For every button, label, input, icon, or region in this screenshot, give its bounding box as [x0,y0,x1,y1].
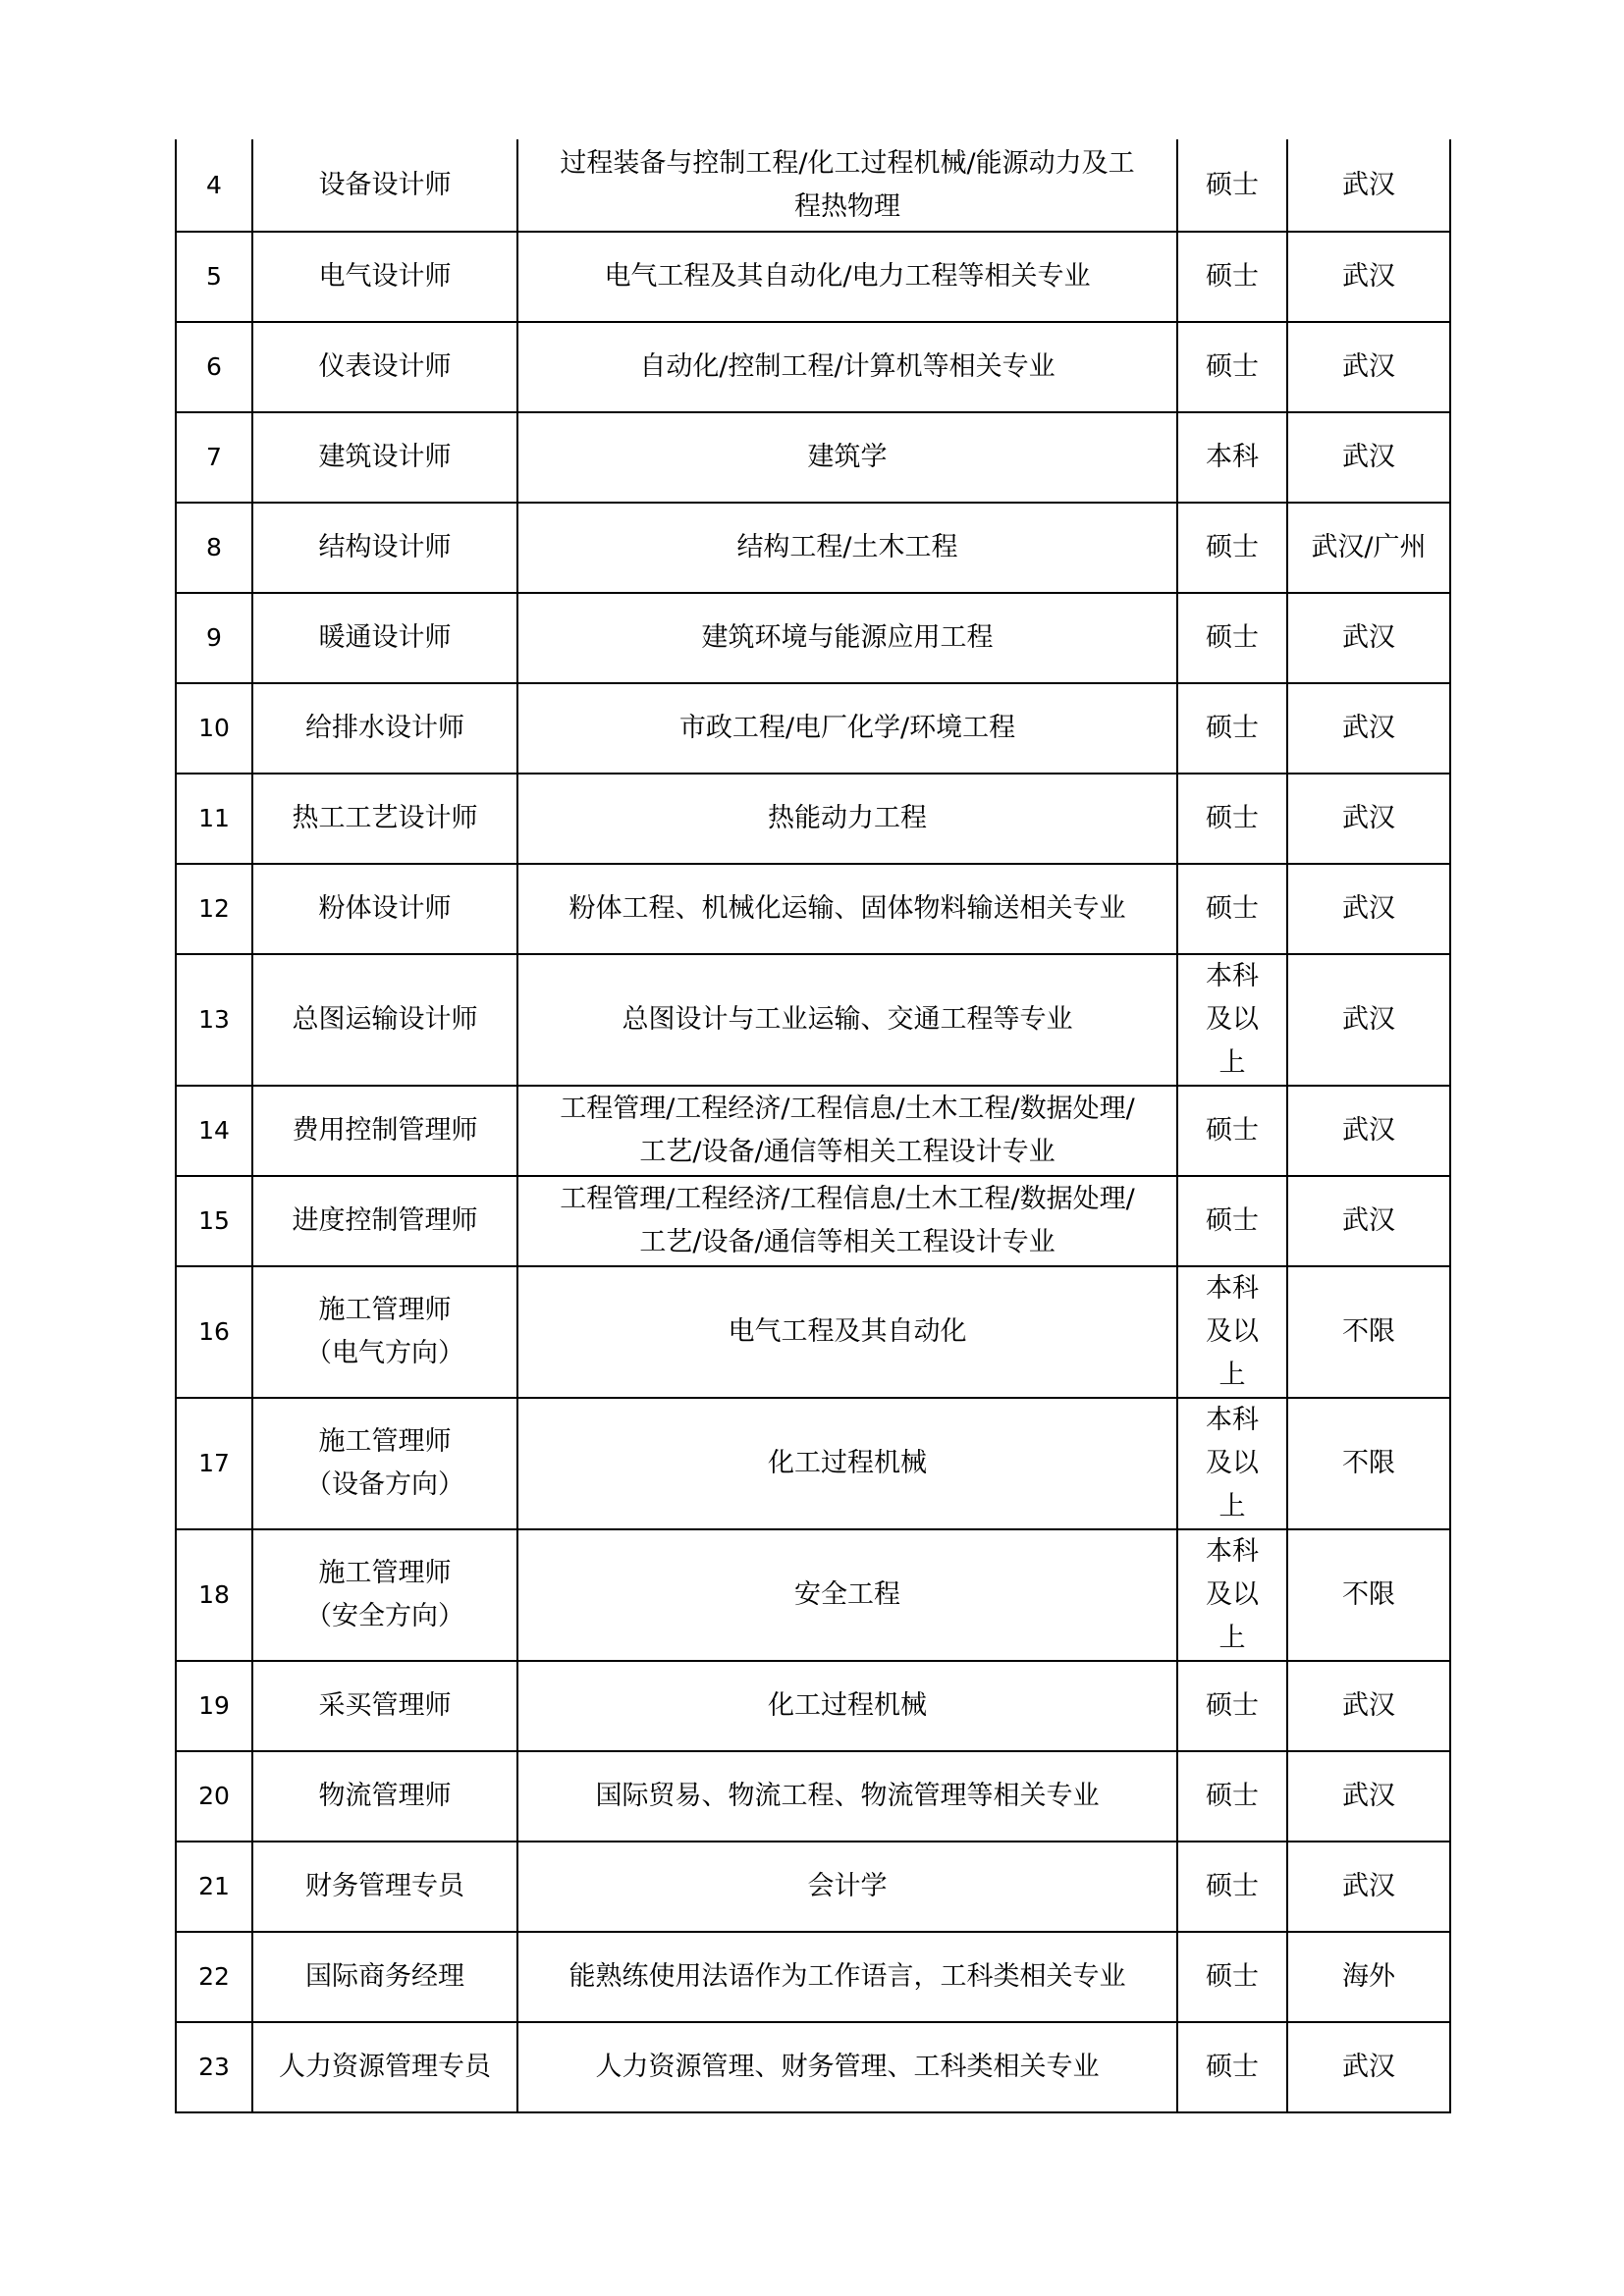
major-cell: 人力资源管理、财务管理、工科类相关专业 [517,2022,1177,2112]
major-cell: 工程管理/工程经济/工程信息/土木工程/数据处理/ 工艺/设备/通信等相关工程设计专业 [517,1086,1177,1176]
education-cell: 硕士 [1177,1086,1287,1176]
major-cell: 化工过程机械 [517,1398,1177,1529]
row-number-cell: 12 [176,864,252,954]
location-cell: 武汉 [1287,322,1450,412]
location-cell: 不限 [1287,1529,1450,1661]
table-row [176,1266,1450,1398]
location-cell: 武汉 [1287,683,1450,774]
education-cell: 硕士 [1177,503,1287,593]
row-number-cell: 6 [176,322,252,412]
position-cell: 采买管理师 [252,1661,517,1751]
row-number-cell: 11 [176,774,252,864]
position-cell: 施工管理师 （安全方向） [252,1529,517,1661]
position-cell: 暖通设计师 [252,593,517,683]
location-cell: 武汉 [1287,1661,1450,1751]
major-cell: 国际贸易、物流工程、物流管理等相关专业 [517,1751,1177,1842]
table-row [176,503,1450,593]
row-number-cell: 17 [176,1398,252,1529]
location-cell: 武汉 [1287,774,1450,864]
location-cell: 不限 [1287,1266,1450,1398]
major-cell: 能熟练使用法语作为工作语言，工科类相关专业 [517,1932,1177,2022]
education-cell: 本科 及以 上 [1177,1266,1287,1398]
table-row [176,1932,1450,2022]
location-cell: 武汉 [1287,1751,1450,1842]
table-row [176,232,1450,322]
major-cell: 粉体工程、机械化运输、固体物料输送相关专业 [517,864,1177,954]
education-cell: 硕士 [1177,322,1287,412]
row-number-cell: 16 [176,1266,252,1398]
table-row [176,1661,1450,1751]
position-cell: 电气设计师 [252,232,517,322]
major-cell: 化工过程机械 [517,1661,1177,1751]
major-cell: 市政工程/电厂化学/环境工程 [517,683,1177,774]
major-cell: 结构工程/土木工程 [517,503,1177,593]
major-cell: 总图设计与工业运输、交通工程等专业 [517,954,1177,1086]
education-cell: 硕士 [1177,1932,1287,2022]
location-cell: 海外 [1287,1932,1450,2022]
education-cell: 本科 及以 上 [1177,954,1287,1086]
row-number-cell: 20 [176,1751,252,1842]
major-cell: 建筑环境与能源应用工程 [517,593,1177,683]
education-cell: 硕士 [1177,232,1287,322]
table-row [176,139,1450,232]
table-body [176,139,1450,2112]
education-cell: 硕士 [1177,1751,1287,1842]
position-cell: 建筑设计师 [252,412,517,503]
table-row [176,2022,1450,2112]
education-cell: 本科 及以 上 [1177,1398,1287,1529]
recruitment-table [175,139,1451,2113]
major-cell: 安全工程 [517,1529,1177,1661]
major-cell: 自动化/控制工程/计算机等相关专业 [517,322,1177,412]
location-cell: 武汉 [1287,2022,1450,2112]
location-cell: 武汉/广州 [1287,503,1450,593]
position-cell: 人力资源管理专员 [252,2022,517,2112]
education-cell: 硕士 [1177,1661,1287,1751]
table-row [176,1842,1450,1932]
education-cell: 硕士 [1177,864,1287,954]
location-cell: 武汉 [1287,139,1450,232]
table-row [176,1398,1450,1529]
major-cell: 电气工程及其自动化 [517,1266,1177,1398]
position-cell: 施工管理师 （电气方向） [252,1266,517,1398]
row-number-cell: 23 [176,2022,252,2112]
row-number-cell: 14 [176,1086,252,1176]
education-cell: 本科 [1177,412,1287,503]
education-cell: 硕士 [1177,593,1287,683]
position-cell: 财务管理专员 [252,1842,517,1932]
education-cell: 硕士 [1177,683,1287,774]
major-cell: 过程装备与控制工程/化工过程机械/能源动力及工 程热物理 [517,139,1177,232]
table-row [176,322,1450,412]
position-cell: 结构设计师 [252,503,517,593]
row-number-cell: 5 [176,232,252,322]
location-cell: 武汉 [1287,412,1450,503]
location-cell: 武汉 [1287,1086,1450,1176]
education-cell: 硕士 [1177,1842,1287,1932]
row-number-cell: 4 [176,139,252,232]
position-cell: 粉体设计师 [252,864,517,954]
table-row [176,864,1450,954]
table-row [176,1751,1450,1842]
major-cell: 工程管理/工程经济/工程信息/土木工程/数据处理/ 工艺/设备/通信等相关工程设计专业 [517,1176,1177,1266]
location-cell: 武汉 [1287,1176,1450,1266]
table-row [176,954,1450,1086]
row-number-cell: 19 [176,1661,252,1751]
position-cell: 施工管理师 （设备方向） [252,1398,517,1529]
row-number-cell: 10 [176,683,252,774]
table-row [176,412,1450,503]
major-cell: 会计学 [517,1842,1177,1932]
major-cell: 建筑学 [517,412,1177,503]
row-number-cell: 9 [176,593,252,683]
education-cell: 硕士 [1177,2022,1287,2112]
education-cell: 本科 及以 上 [1177,1529,1287,1661]
position-cell: 国际商务经理 [252,1932,517,2022]
position-cell: 物流管理师 [252,1751,517,1842]
location-cell: 武汉 [1287,232,1450,322]
row-number-cell: 13 [176,954,252,1086]
education-cell: 硕士 [1177,774,1287,864]
location-cell: 武汉 [1287,864,1450,954]
row-number-cell: 8 [176,503,252,593]
row-number-cell: 7 [176,412,252,503]
position-cell: 总图运输设计师 [252,954,517,1086]
row-number-cell: 22 [176,1932,252,2022]
location-cell: 武汉 [1287,1842,1450,1932]
major-cell: 热能动力工程 [517,774,1177,864]
location-cell: 武汉 [1287,593,1450,683]
location-cell: 不限 [1287,1398,1450,1529]
position-cell: 费用控制管理师 [252,1086,517,1176]
table-row [176,593,1450,683]
location-cell: 武汉 [1287,954,1450,1086]
row-number-cell: 18 [176,1529,252,1661]
table-row [176,774,1450,864]
position-cell: 热工工艺设计师 [252,774,517,864]
position-cell: 设备设计师 [252,139,517,232]
major-cell: 电气工程及其自动化/电力工程等相关专业 [517,232,1177,322]
education-cell: 硕士 [1177,1176,1287,1266]
position-cell: 给排水设计师 [252,683,517,774]
table-row [176,1176,1450,1266]
row-number-cell: 15 [176,1176,252,1266]
row-number-cell: 21 [176,1842,252,1932]
table-row [176,683,1450,774]
position-cell: 仪表设计师 [252,322,517,412]
table-row [176,1529,1450,1661]
table-row [176,1086,1450,1176]
position-cell: 进度控制管理师 [252,1176,517,1266]
education-cell: 硕士 [1177,139,1287,232]
